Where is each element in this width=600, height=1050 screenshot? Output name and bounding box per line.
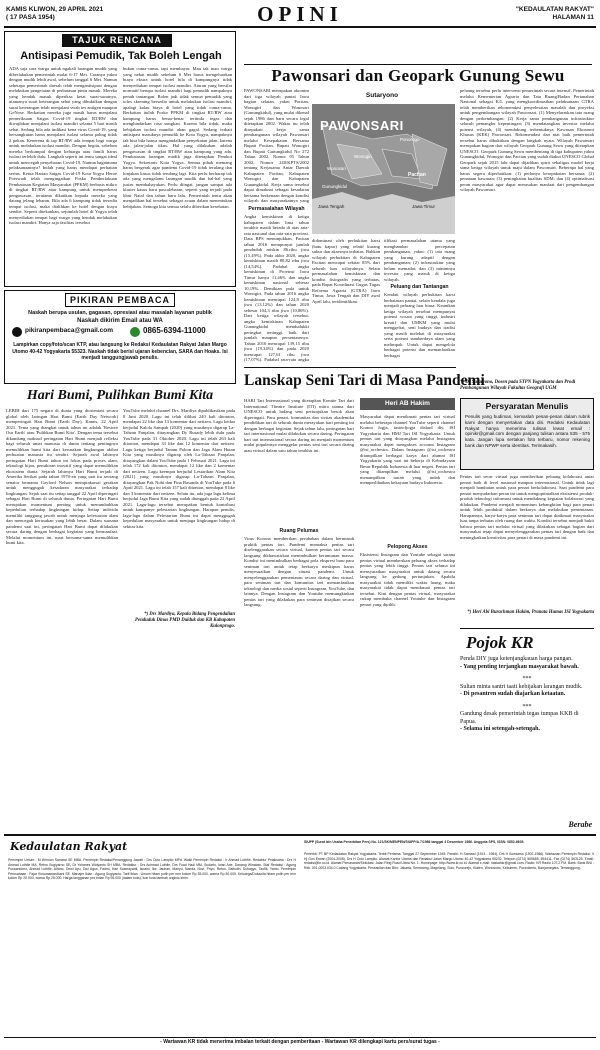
- pembaca-kirim: Naskah dikirim Email atau WA: [77, 318, 163, 324]
- tari-col2b: Eksistensi Instagram dan Youtube sebagai sarana pentas virtual memberikan peluang akses terhadap pentas yang lebih tinggi. Pentas tari selama ini mensyaratkan masyarakat untuk datang secara langsung ke gedung pertunjukan. Apabila masyarakat tidak memiliki waktu luang, maka masyarakat tidak dapat menikmati pentas tari tersebut. Kini dengan pentas virtual, masyarakat cukup membuka channel Youtube dan Instagram penari yang dipilih.: [360, 552, 455, 607]
- pawonsari-map: [312, 104, 455, 234]
- map-place-wonogiri: Wonogiri: [354, 154, 372, 159]
- pawon-title: Pawonsari dan Geopark Gunung Sewu: [271, 66, 565, 85]
- pojok-item3b: - Selama ini setengah-setengah.: [460, 726, 540, 732]
- map-place-gunungkidul: Gunungkidul: [322, 184, 348, 189]
- pawon-col3: peluang tersebut perlu intervensi pemerintah secara intensif. Pemerintah melalui Kementerian Agraria dan Tata Ruang/Badan Pertanahan Nasional sebagai K/L yang mengkoordinasikan pelaksanaan GTRA telah memberikan rekomendasi penyelesaian masalah dan proyeksi untuk pengembangan wilayah Pawonsari, (1) Menyelaraskan tata ruang dengan perkembangan; (2) Kerja sama pembangunan infrastruktur seluruh pemangku kepentingan; (3) mendatangkan investor melalui potensi wilayah; (4) mendukung terbentuknya Kawasan Ekonomi Khusus (KEK) Pawonsari. Rekomendasi dan niat baik pemerintah tersebut harus dibuktikan dengan langkah nyata. Wilayah Pawonsari merupakan bagian dari wilayah Geopark Gunung Sewu yang ditetapkan UNESCO. Geopark Gunung Sewu membentang di tiga kabupaten yakni Gunungkidul, Wonogiri dan Pacitan yang sudah diakui UNESCO Global Geopark sejak 2015 lalu dapat dijadikan spirit sekaligus model kerja sama ketiga wilayah untuk maju dalam Pawonsari. Beberapa hal yang harus segera diperhatikan: (1) perlunya kesepakatan bersama; (2) penataan kawasan; (3) peningkatan kualitas SDM; dan (4) optimalisasi peran masyarakat agar dapat merasakan manfaat dari pengembangan wilayah Pawonsari.: [460, 88, 594, 192]
- section-title: OPINI: [257, 2, 343, 26]
- pawon-sub2: Peluang dan Tantangan: [390, 284, 449, 290]
- map-label: PAWONSARI: [320, 118, 404, 133]
- map-place-pacitan: Pacitan: [408, 172, 426, 178]
- tari-sub1: Ruang Pelumas: [279, 528, 319, 534]
- pembaca-note: Lampirkan copy/foto/scan KTP, atau langsung ke Redaksi Kedaulatan Rakyat Jalan Margo Utomo 40-42 Yogyakarta 55323. Naskah tidak berisi ujaran kebencian, SARA dan Hoaks. Isi menjadi tanggungjawab penulis.: [12, 342, 228, 361]
- map-place-jateng: Jawa Tengah: [318, 204, 345, 209]
- pawon-sub1: Permasalahan Wilayah: [248, 206, 305, 212]
- bumi-col1: LEBIH dari 175 negara di dunia yang diorientasi secara global oleh Jaringan Hari Bumi (Earth Day Network) memperingati Hari Bumi (Earth Day), Kamis, 22 April 2021. Tema yang diangkat untuk tahun ini adalah 'Restore Our Earth' atau 'Pulihkan Bumi Kita'. Dengan tema tersebut dikandung maksud peringatan Hari Bumi menjadi refleksi bagi seluruh umat manusia di dunia tentang pentingnya memulihkan bumi kita dari kerusakan lingkungan akibat perbuatan manusia itu sendiri. Sejarah awal lahirnya peringatan Hari Bumi tahun ini fokus pada proses alam, teknologi hijau, pemikiran inovatif yang dapat memulihkan ekosistem dunia. Sejarah lahirnya Hari Bumi terjadi di Amerika Serikat pada tahun 1970-an yang saat itu seorang senator bernama Gaylord Nelson memprakarsai gerakan untuk menggugah kesadaran masyarakat terhadap lingkungan. Sejak saat itu setiap tanggal 22 April diperingati sebagai Hari Bumi di seluruh dunia. Peringatan Hari Bumi merupakan momentum penting untuk menumbuhkan kepedulian terhadap lingkungan hidup. Setiap individu memiliki tanggung jawab untuk menjaga kelestarian alam dan mencegah kerusakan yang lebih besar. Dalam suasana pandemi saat ini, peringatan Hari Bumi dapat dilakukan secara daring dengan berbagai kegiatan yang bermanfaat. Melalui momentum ini, mari bersama-sama memulihkan bumi kita.: [6, 408, 118, 545]
- tari-col3: Pentas tari secar virtual juga memberikan peluang kolaborasi antar penari baik di level nasional maupun internasional. Untuk tidak lagi menjadi hambatan untuk para penari berkolaborasi. Saat pandemi para penari menyadarkan peran ini untuk mengoptimalkan eksistensi produk-produk teknologi informasi untuk mendukung kegiatan kolaborasi yang dilakukan. Pandemi menjadi momentum kebangkitan bagi para penari untuk lebih produktif dalam berkarya dan melakukan pementasan. Harapannya, karya-karya para seniman tari dapat dinikmati masyarakat luas tanpa terbatas oleh ruang dan waktu. Kondisi tersebut menjadi bukti bahwa pentas tari melalui virtual yang dilakukan sebagai bagian dari masyarakat tetap dapat menyelenggarakan pentas tari dengan baik dan meningkatkan kreativitas para penari di masa pandemi ini.: [460, 474, 594, 540]
- header-date-main: KAMIS KLIWON, 29 APRIL 2021: [6, 6, 104, 13]
- pembaca-email: pikiranpembaca@gmail.com: [25, 327, 113, 334]
- header-right: [516, 6, 594, 22]
- pojok-stars2: ***: [522, 703, 532, 710]
- pojok-item1: Penda DIY juga ketenjangkauan harga pangan.: [460, 656, 573, 662]
- tajuk-col2: bukan cuma-cuma, tapi membayar. Mau tak mau warga yang nekat mudik sebelum 6 Mei harus mengeluarkan biaya ekstra untuk hotel bila di kampungnya tidak menyediakan tempat isolasi mandiri. Aturan yang bersifat normatif berupa isolasi mandiri bagi pemudik nampaknya penuh tantangan. Bolen jadi tidak semua pemudik yang tolos skrening bersedia untuk melakukan isolasi mandiri, apalagi kalau biaya di hotel yang tidak cuma-cuma. Berkaitan itulah Posko PPKM di tingkat RT/RW atau kampung harus benar-benar tertinda tegas dan menghindarkan rasa sungkan. Karena bila tidak, maka kebijakan isolasi mandiri akan gagal. Sedang terkait antisipasi masuknya pemudik ke Kota Yogya, nampaknya tak bisa bila hanya mengandalkan penyekatan jalan, karena ada jalan-jalan tikus. Hal yang dilakukan adalah pengawasan di tingkat RT/RW atau kampung yang ada. Pembatasan larangan mudik juga ditetapkan Pemkot Yogya. Sekretaris Kota Yogya. Semua pihak memang harus bergerak agar pandemi Covid-19 tidak terulang dan lonjakan kasus tidak terulang lagi. Kita perlu berharap tak ada yang mengalami larangan mudik dan hal-hal yang justru membahayakan. Perlu diingat, jangan sampai ada klaster kasus baru pascalebaran, seperti yang terjadi pada libur Natal dan tahun baru lalu. Pemerintah tentu akan menjadikan hal tersebut sebagai acuan dalam menentukan kebijakan. Semoga kita semua selalu diberikan kesehatan.: [123, 66, 232, 209]
- ralat-title: Persyaratan Menulis: [485, 401, 569, 411]
- tari-top-rule: [244, 367, 456, 368]
- pawon-col2: didominasi oleh perbukitan karst (batu kapur) yang relatif kurang subur dan aksesnya terbatas. Bahkan wilayah perbukitan di Kabupaten Pacitan mencapai sekitar 85% dari seluruh luas wilayahnya. Selain permasalahan kemiskinan dan kondisi fisiografis yang terbatas, pada Rapat Koordinasi Gugus Tugas Reforma Agraria (GTRA) Jawa Timur, Jawa Tengah dan DIY awal April lalu, teridentifikasi: [312, 238, 380, 304]
- pawon-col1: PAWONSARI merupakan akronim dari tiga wilayah pantai Jawa bagian selatan, yakni Pacitan, Wonogiri dan Wonosari (Gunungkidul), yang mulai dikenal sejak 1986 dan baru secara legal ditetapkan 2002. Waktu itu telah disepakati kerja sama pembangunan wilayah Pawonsari melalui Kesepakatan Bersama Bupati Pacitan, Bupati Wonogiri dan Bupati Gunungkidul No 272 Tahun 2002, Nomor 05 Tahun 2002, Nomor 240/KPTS/2002 tentang Kerjasama Antar Daerah Kabupaten Pacitan, Kabupaten Wonogiri dan Kabupaten Gunungkidul. Kerja sama tersebut dapat dimaknai sebagai kesadaran bersama berkenaan dengan kondisi wilayah dan masyarakatnya yang: [244, 88, 309, 203]
- tari-title: Lanskap Seni Tari di Masa Pandemi: [244, 372, 485, 389]
- tajuk-col1: ADA saja cara warga untuk ngakali larangan mudik yang diberlakukan pemerintah mulai 6-17 Mei. Caranya yakni dengan mudik lebih awal, sebelum tanggal 6 Mei. Namun sebetapa pemerintah daerah telah mengantisipasi dengan melakukan pengetatan di perbatasan pintu masuk. Mereka yang hendak masuk diperiksa ketat surat-suratnya, utamanya surat keterangan sehat yang dibuktikan dengan surat keterangan telah menjalani swab tes antigen maupun GeNose. Berkaitan mereka juga masih harus menjalani pemeriksaan Satgas Covid-19 tingkat RT/RW dan diwajibkan menjalani isolasi mandiri selama 5 hari masih sehat. Sedang bila ada indikasi kena virus Covid-19, yang bersangkutan harus menjalani isolasi selama paling tidak 2 pekan. Kenerena di tap RT/RW ada tempat bagi warga untuk melakukan isolasi mandiri. Dengan begitu, sebelum mereka berkumpul dengan keluarga atau famili harus isolasi terlebih dulu. Langkah seperti ini tentu sangat ideal untuk mencegah penyebaran Covid-19. Namun bagaimana pelaksanaannya? Inilah yang harus mendapat perhatian serius. Ketua Harian Satgas Covid-19 Kota Yogya Heroe Poerwadi telah mengingatkan Posko Pemberlakuan Pembatasan Kegiatan Masyarakat (PPKM) berbasis mikro di tingkat RT/RW atau kampung untuk memperketat pengawasan, terutama dikaitkan kepada mereka yang datang jelang lebaran. Bila ada 6 kampung tidak tersedia tempat isolasi, maka dialihkan ke hotel dengan biaya sendiri. Seperti ditekankan, sejumlah hotel di Yogya telah menyediakan tempat bagi warga yang hendak melakukan isolasi mandiri. Hanya saja fasilitas tersebut: [9, 66, 117, 225]
- pembaca-phone: 0865-6394-11000: [143, 326, 206, 335]
- map-place-wonosari: Wonosari: [327, 166, 346, 171]
- footer-bottom-rule: [4, 1037, 596, 1038]
- tari-col1b: Virus Korona memberikan perubahan dalam bermusuh praktik pentas tari. Pandemi memaksa pentas tari diselenggarakan secara virtual, karena pentas tari secara langsung dikhawatirkan menimbulkan kerumunan massa. Kondisi ini menimbulkan berbagai pola ekspresi baru para seniman tari untuk tetap berkarya meskipun harus menyesuaikan dengan situasi pandemi. Untuk menyelenggarakan pementasan secara daring dan virtual, para seniman tari dan komunitas tari memanfaatkan teknologi dan media sosial seperti Instagram, YouTube, dan lainnya. Dengan Instagram dan Youtube memungkinkan pentas tari yang dilakukan para seniman disajikan secara langsung.: [244, 536, 354, 607]
- tajuk-label: TAJUK RENCANA: [62, 34, 172, 47]
- whatsapp-icon: [130, 327, 140, 337]
- footer-siup: SIUPP (Surat Izin Usaha Penerbitan Pers) No. 121/SK/MENPEN/SIUPP/A.7/1986 tanggal 4 Desember 1986. Anggota SPS, ISSN: 0852-6605.: [304, 840, 525, 844]
- footer-logo: Kedaulatan Rakyat: [10, 840, 128, 853]
- tari-sub2: Pelopong Akses: [387, 544, 428, 550]
- tari-col2: Masyarakat dapat menikmati pentas tari virtual melalui beberapa channel YouTube seperti channel Kraton Jogja, tasteofjogja disbud diy, ISI Yogyakarta dan HMJ Tari ISI Yogyakarta. Untuk pentas tari yang ditayangkan melalui Instagram masyarakat dapat mengakses account Instagram @isi_orchestra. Dalam Instagram @isi_orchestra ditampilkan berbagai karya dari alumni ISI Yogyakarta yang saat ini bekerja di Kebudayaan Besar Republik Indonesia di luar negeri. Pentas tari yang ditampilkan melalui @isi_orchestra menampilkan tarian yang indah dan memperlihatkan kekayaan budaya Indonesia.: [360, 414, 455, 485]
- footer-right: Penerbit: PT BP Kedaulatan Rakyat Yogyakarta. Terbit Pertama: Tanggal 27 September 1945. Pendiri: H Samawi (1913 - 1984), Drs H Soedarso (1902-1986). Wartawan Pemimpin Redaksi: Ir Hj Gun Erwan (2004-2008), Drs H Octo Lampito. Alamat Kantor Utama dan Redaksi: Jalan Margo Utomo 40-42 Yogyakarta 55232. Telepon (0274) 565685, 554411. Fax (0274) 563125. Email: redaksi@kr.co.id. Alamat Pemasaran/Sirkulasi: Jalan Ring Road Utara No. 1. Homepage: http://www.kr.co.id. Alamat e-mail: naskahkr@gmail.com. Radio: KR Radio 107,2 FM. Bank: Bank BNI - Rek. 001.0003.034.0 Cabang Yogyakarta. Perwakilan dan Biro: Jakarta, Semarang, Magelang, Solo, Purworejo, Klaten, Wonosobo, Kebumen, Purwokerto, Banjarnegara, Temanggung.: [304, 852, 594, 870]
- tajuk-title: Antisipasi Pemudik, Tak Boleh Lengah: [20, 50, 222, 62]
- bumi-title: Hari Bumi, Pulihkan Bumi Kita: [26, 388, 214, 403]
- pawon-col1b: Angka kemiskinan di ketiga kabupaten dalam lima tahun terakhir masih berada di atas rata-rata nasional dan rata-rata provinsi. Data BPS menunjukkan, Pacitan tahun 2016 mempunyai jumlah penduduk miskin 86.ribu jiwa (15.49%). Pada akhir 2020, angka kemiskinan masih 80,82 ribu jiwa (14,54%). Padahal angka kemiskinan di Provinsi Jawa Timur hanya 11,46% dan angka kemiskinan nasional sebesar 10,19%. Demikian pula untuk Wonogiri. Pada tahun 2016 angka kemiskinan mencapai 124,8 ribu jiwa (13,12%) dan tahun 2020 sebesar 104,3 ribu jiwa (10,86%). Dari ketiga wilayah tersebut, angka kemiskinan Kabupaten Gunungkidul mendudukki peringkat tertinggi, baik dari jumlah maupun persentasenya. Tahun 2016 mencapai 139,15 ribu jiwa (19,34%) dan pada 2020 mencapai 127,61 ribu jiwa (17,07%). Padahal rata-rata angka: [244, 214, 309, 362]
- pawon-photo-caption: Sutaryono: [365, 92, 399, 99]
- pawon-col2c: Kendati wilayah perbukitan karst berbatasan pantai, selain kendala juga menjadi peluang luar biasa. Keunikan ketiga wilayah tersebut mempunyai potensi wisata yang tinggi, industri kreatif dan UMKM yang mulai menggeliat, seni budaya dan tradisi yang masih melekat di masyarakat serta potensi sumberdaya alam yang melimpah. Untuk dapat mengelola berbagai potensi dan memanfaatkan berbagai: [384, 292, 455, 358]
- email-icon: [12, 327, 22, 337]
- tari-photo-caption: Heri AB Hakim: [360, 398, 455, 410]
- pawon-author: *) Dr Sutaryono, Dosen pada STPN Yogyakarta dan Prodi Pembangunan Wilayah Fakultas Geografi UGM: [460, 380, 576, 391]
- pawon-col2b: tifikasi permasalahan utama yang menghambat percepatan pembangunan, yakni: (1) tata ruang yang kurang adaptif dengan pembangunan; (2) infrastruktur yang belum memadai; dan (3) minimnya investor yang masuk di ketiga wilayah.: [384, 238, 455, 282]
- pembaca-intro: Naskah berupa usulan, gagasan, opresiasi atau masalah layanan publik: [28, 310, 212, 316]
- pojok-item1b: - Yang penting terjangkau masyarakat bawah.: [460, 663, 579, 670]
- tari-col1: HARI Tari Internasional yang ditetapkan Komite Tari dari International Theatre Institute (ITI) mitra utama dari UNESCO untuk bidang seni pertunjukan besok akan diperingati. Para penari, komunitas dan sivitas akademika pendidikan tari di seluruh dunia merayakan hari penting ini dengan berbagai kegiatan. Sejak tahun lalu, peringatan hari tari internasional mulai dilakukan secara daring. Peringatan hari tari internasional secara daring ini menjadi momentum mulai populernya menggelar pentas seni tari secara daring atau virtual dalam satu tahun terakhir ini.: [244, 398, 354, 453]
- pojok-item2: Sultan minta santri taati kebijakan larangan mudik.: [460, 683, 583, 690]
- bumi-author: *) Drs Mardiya, Kepala Bidang Pengendalian Penduduk Dinas PMD Dalduk dan KB Kabupaten Kulonprogo.: [135, 612, 235, 629]
- footer-bottom: - Wartawan KR tidak menerima imbalan terkait dengan pemberitaan - Wartawan KR dilengkapi kartu pers/surat tugas -: [160, 1039, 440, 1045]
- tari-author: *) Heri Abi Burachman Hakim, Pranata Humas ISI Yogyakarta: [467, 610, 594, 615]
- footer-top-rule: [4, 834, 596, 836]
- pojok-item2b: - Di pesantren sudah diajarkan ketaatan.: [460, 691, 566, 697]
- ralat-text: Penulis yang budiman, kemaslah pesan-pesan dalam rubrik kami dengan menyertakan data diri. Redaksi Kedaulatan Rakyat hanya menerima tulisan lewat email : opinikr@gmail.com dengan panjang tulisan antara 535 - 575 kata. Jangan lupa sertakan foto terbaru, nomor rekening bank dan NPWP serta identitas. Terimakasih.: [465, 414, 590, 448]
- pojok-title: Pojok KR: [466, 633, 534, 652]
- paper-name: "KEDAULATAN RAKYAT": [515, 6, 594, 13]
- page-number: HALAMAN 11: [552, 14, 594, 21]
- map-place-ponorogo: Ponorogo: [400, 137, 420, 142]
- bumi-col2: YouTube melalui channel Drs. Mardiya dipublikasikan pada 8 Juni 2020. Lagu ini telah dilihat 240 kali ditonton, mendapat 22 like dan 13 komentar dari netizen. Lagu kedua berjudul Kalola Sampah (2020) yang musiknya digarap La-Tahzan Panjalan, ditayangkan Dy Rusady lebih dulu pada YouTube pada 31 Oktober 2020. Lagu ini telah 263 kali ditonton, mendapat 33 like dan 12 komentar dari netizen. Lagu ketiga berjudul Tanam Pohon dan Jaga Alam Hutan Kita yang musiknya digarap oleh La-Tahzan Panjalan, ditayangkan dalam YouTube pada 1 Februari 2021. Lagu ini telah 172 kali ditonton, mendapat 12 like dan 2 komentar dari netizen. Lagu keempat berjudul Lestarikan Alam Kita (2021) yang musiknya digarap La-Tahzan Panjalan, ditayangkan Pak Nobi dan Fina Rasanda di YouTube pada 6 April 2021. Lagu ini telah 157 kali ditonton, mendapat 8 like dan 3 komentar dari netizen. Selain itu, ada juga lagu kelima berjudul Jaga Bumi Kita yang sudah diunggah pada 22 April 2021. Lagu-lagu tersebut merupakan bentuk kontribusi untuk kampanye pelestarian lingkungan. Harapan penulis, lagu-lagu dalam Pelestarian Bumi ini dapat menggugah kepedulian masyarakat untuk menjaga lingkungan hidup di sekitar kita.: [123, 408, 235, 529]
- pawon-top-rule: [244, 64, 592, 65]
- map-place-jatim: Jawa Timur: [412, 204, 436, 209]
- pojok-rule: [460, 628, 594, 629]
- pojok-body: [460, 656, 594, 734]
- pojok-signature: Berabe: [568, 820, 592, 829]
- footer-left: Pemimpin Umum : M Wirmon Samawi SE MBA. Pemimpin Redaksi/Penanggung Jawab : Drs Octo Lampito MPd. Wakil Pemimpin Redaksi : Ir Ahmad Luthfie. Redaktur Pelaksana : Drs H Ahmad Luthfie MA, Retno Sugiyarno SE, Dr Yohanes Widyanto SH MBA. Redaktur : Drs Achmad Luthfie, Drs Fuad Hadi MM, Sudarto, Iwan Arie, Danang Wirawan. Staf Redaksi : Agung Purwandono, Ahmad Luthfie, Alfano, Dewi Ayu, Dwi Agus, Fadmi, Hari Susmayanti, Isnaini, Ike, Jauhari, Mahyu, Nanda, Novi, Priyo, Retno, Saifudin, Subagyo, Taufik, Yanto. Pemimpin Perusahaan : Fajar Kusumawardhani SE. Manajer Iklan : Agung Sugiyanto. Tarif Iklan : Umum hitam putih per mm kolom Rp 35.000, warna Rp 50.000. Keluarga/Dukacita hitam putih per mm kolom Rp 20.000, warna Rp 25.000. Harga langganan per bulan Rp 95.000 (dalam kota), luar kota tambah ongkos kirim.: [8, 858, 296, 880]
- header-date-javanese: ( 17 PASA 1954): [6, 14, 55, 21]
- pojok-item3: Gandung desak pemerintah tegas tumpas KKB di Papua.: [460, 711, 579, 725]
- pojok-stars1: ***: [522, 676, 532, 682]
- pembaca-label: PIKIRAN PEMBACA: [65, 293, 175, 307]
- header-rule: [4, 26, 596, 28]
